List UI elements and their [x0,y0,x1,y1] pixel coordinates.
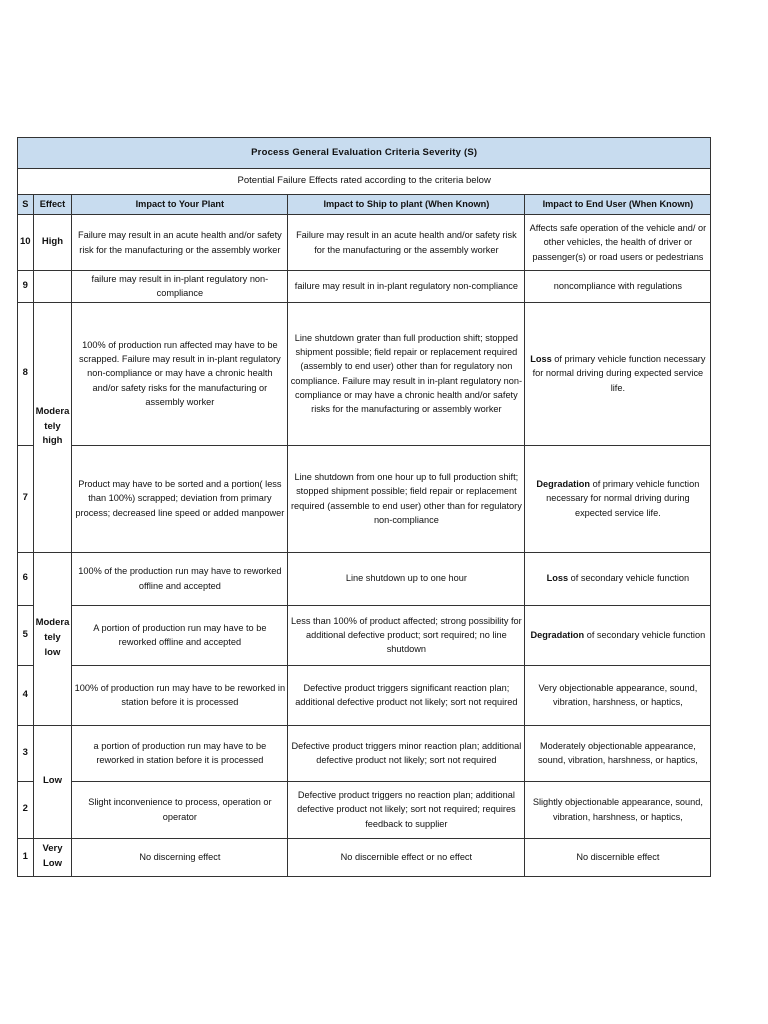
table-row [18,271,711,303]
user-impact-cell [525,552,711,605]
plant-impact-cell: failure may result in in-plant regulatory non-compliance [72,271,288,303]
user-impact-text: of secondary vehicle function [584,629,706,640]
ship-impact-cell: Line shutdown up to one hour [288,552,525,605]
effect-label: High [33,215,72,271]
plant-impact-cell: A portion of production run may have to be reworked offline and accepted [72,605,288,665]
severity-value: 7 [18,445,34,552]
severity-value: 2 [18,781,34,838]
user-impact-cell [525,302,711,445]
header-row [18,195,711,215]
severity-value: 10 [18,215,34,271]
user-impact-keyword: Degradation [536,479,591,490]
plant-impact-cell: Failure may result in an acute health and/or safety risk for the manufacturing or the assembly worker [72,215,288,271]
table-row [18,838,711,876]
header-ship: Impact to Ship to plant (When Known) [288,195,525,215]
user-impact-text: noncompliance with regulations [553,281,682,292]
plant-impact-cell: 100% of production run affected may have to be scrapped. Failure may result in in-plant regulatory non-compliance or may have a chronic health and/or safety risks for the manufacturing or assembly worker [72,302,288,445]
table-row [18,445,711,552]
user-impact-text: Affects safe operation of the vehicle and/ or other vehicles, the health of driver or passenger(s) or road users or pedestrians [529,223,707,262]
user-impact-text: of secondary vehicle function [568,573,690,584]
plant-impact-cell: Product may have to be sorted and a portion( less than 100%) scrapped; deviation from primary process; decreased line speed or added manpower [72,445,288,552]
table-row [18,605,711,665]
severity-criteria-table [17,137,711,877]
user-impact-text: Very objectionable appearance, sound, vibration, harshness, or haptics, [538,682,698,707]
plant-impact-cell: a portion of production run may have to be reworked in station before it is processed [72,725,288,781]
header-plant: Impact to Your Plant [72,195,288,215]
plant-impact-cell: 100% of production run may have to be reworked in station before it is processed [72,665,288,725]
table-row [18,302,711,445]
severity-value: 4 [18,665,34,725]
severity-value: 8 [18,302,34,445]
table-row [18,215,711,271]
header-s: S [18,195,34,215]
user-impact-text: of primary vehicle function necessary for normal driving during expected service life. [546,479,700,518]
table-subtitle: Potential Failure Effects rated according to the criteria below [18,169,711,195]
ship-impact-cell: Less than 100% of product affected; strong possibility for additional defective product; sort required; no line shutdown [288,605,525,665]
ship-impact-cell: Line shutdown grater than full production shift; stopped shipment possible; field repair or replacement required (assembly to end user) other than for regulatory non compliance. Failure may result in in-plant regulatory non-compliance or may have a chronic health and/or safety risks for the manufacturing or assembly worker [288,302,525,445]
title-row [18,138,711,169]
severity-value: 6 [18,552,34,605]
ship-impact-cell: Defective product triggers minor reaction plan; additional defective product not likely; sort not required [288,725,525,781]
severity-value: 3 [18,725,34,781]
ship-impact-cell: Line shutdown from one hour up to full production shift; stopped shipment possible; field repair or replacement required (assemble to end user) other than for regulatory non-compliance [288,445,525,552]
user-impact-cell [525,838,711,876]
table-row [18,725,711,781]
header-user: Impact to End User (When Known) [525,195,711,215]
user-impact-text: Slightly objectionable appearance, sound, vibration, harshness, or haptics, [532,797,703,822]
user-impact-text: Moderately objectionable appearance, sound, vibration, harshness, or haptics, [537,740,698,765]
ship-impact-cell: Defective product triggers no reaction plan; additional defective product not likely; sort not required; requires feedback to supplier [288,781,525,838]
user-impact-cell [525,445,711,552]
table-row [18,665,711,725]
user-impact-cell [525,605,711,665]
table-title: Process General Evaluation Criteria Severity (S) [18,138,711,169]
ship-impact-cell: Defective product triggers significant reaction plan; additional defective product not likely; sort not required [288,665,525,725]
subtitle-row [18,169,711,195]
effect-label: Very Low [33,838,72,876]
user-impact-cell [525,665,711,725]
severity-value: 5 [18,605,34,665]
header-effect: Effect [33,195,72,215]
plant-impact-cell: Slight inconvenience to process, operation or operator [72,781,288,838]
severity-value: 9 [18,271,34,303]
user-impact-text: of primary vehicle function necessary for normal driving during expected service life. [532,354,706,393]
ship-impact-cell: No discernible effect or no effect [288,838,525,876]
table-row [18,552,711,605]
user-impact-cell [525,781,711,838]
user-impact-cell [525,271,711,303]
effect-blank [33,271,72,303]
plant-impact-cell: 100% of the production run may have to reworked offline and accepted [72,552,288,605]
table-row [18,781,711,838]
user-impact-keyword: Degradation [530,629,585,640]
plant-impact-cell: No discerning effect [72,838,288,876]
effect-label: Modera tely low [33,552,72,725]
user-impact-cell [525,725,711,781]
ship-impact-cell: failure may result in in-plant regulatory non-compliance [288,271,525,303]
effect-label: Modera tely high [33,302,72,552]
ship-impact-cell: Failure may result in an acute health and/or safety risk for the manufacturing or the assembly worker [288,215,525,271]
severity-value: 1 [18,838,34,876]
user-impact-cell [525,215,711,271]
user-impact-text: No discernible effect [576,851,660,862]
effect-label: Low [33,725,72,838]
user-impact-keyword: Loss [530,354,552,365]
user-impact-keyword: Loss [546,573,569,584]
